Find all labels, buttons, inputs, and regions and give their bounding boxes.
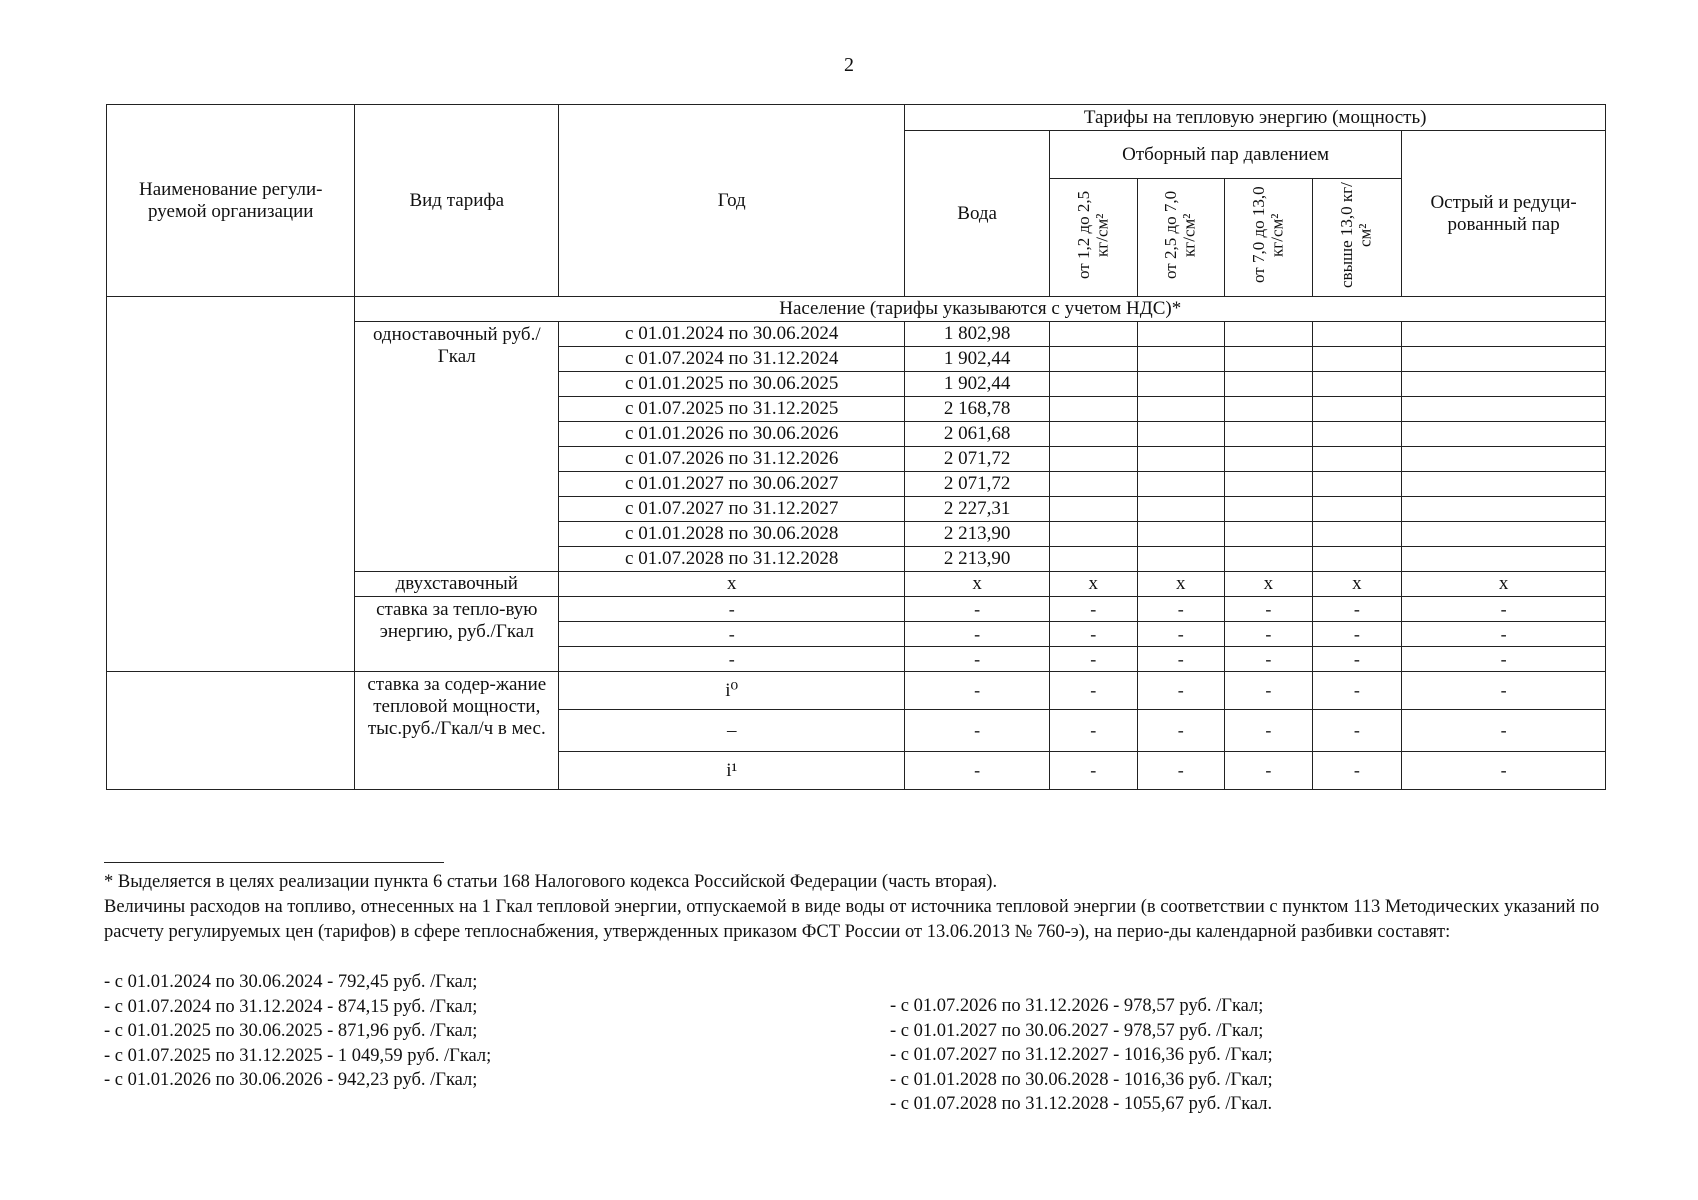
header-steam: Отборный пар давлением xyxy=(1049,131,1401,179)
dash-cell: - xyxy=(1402,710,1606,752)
list-item: - с 01.07.2024 по 31.12.2024 - 874,15 руб. /Гкал; xyxy=(104,996,478,1017)
header-kind: Вид тарифа xyxy=(355,105,559,297)
year-mark: i⁰ xyxy=(559,672,905,710)
dash-cell: - xyxy=(1049,622,1137,647)
year-mark: i¹ xyxy=(559,752,905,790)
two-part-kind: двухставочный xyxy=(355,572,559,597)
dash-cell: - xyxy=(1137,622,1225,647)
water-value: 2 071,72 xyxy=(905,472,1050,497)
dash-cell: - xyxy=(1049,597,1137,622)
list-item: - с 01.07.2026 по 31.12.2026 - 978,57 руб. /Гкал; xyxy=(890,996,1264,1016)
dash-cell: - xyxy=(1225,622,1313,647)
dash-cell: - xyxy=(1402,647,1606,672)
period-cell: с 01.07.2027 по 31.12.2027 xyxy=(559,497,905,522)
period-cell: с 01.01.2026 по 30.06.2026 xyxy=(559,422,905,447)
dash-cell: - xyxy=(1225,752,1313,790)
header-tariffs: Тарифы на тепловую энергию (мощность) xyxy=(905,105,1606,131)
org-cell-lower xyxy=(107,672,355,790)
water-value: 2 061,68 xyxy=(905,422,1050,447)
dash-cell: - xyxy=(1312,647,1402,672)
single-rate-kind: одноставочный руб./Гкал xyxy=(355,322,559,572)
header-year: Год xyxy=(559,105,905,297)
dash-cell: - xyxy=(1225,597,1313,622)
dash-cell: - xyxy=(1312,672,1402,710)
dash-cell: - xyxy=(1137,752,1225,790)
dash-cell: - xyxy=(1402,622,1606,647)
list-item: - с 01.01.2024 по 30.06.2024 - 792,45 руб. /Гкал; xyxy=(104,972,478,992)
dash-cell: - xyxy=(1137,647,1225,672)
fuel-note: Величины расходов на топливо, отнесенных на 1 Гкал тепловой энергии, отпускаемой в виде воды от источника тепловой энергии (в соответствии с пунктом 113 Методических указаний по расчету регулируемых цен (тарифов) в сфере теплоснабжения, утвержденных приказом ФСТ России от 13.06.2013 № 760-э), на перио-ды календарной разбивки составят: xyxy=(104,897,1600,942)
header-pressure-3: от 7,0 до 13,0 кг/см² xyxy=(1248,186,1287,283)
dash-cell: - xyxy=(1137,597,1225,622)
list-item: - с 01.07.2027 по 31.12.2027 - 1016,36 руб. /Гкал; xyxy=(890,1045,1273,1065)
x-mark: х xyxy=(1137,572,1225,597)
period-cell: с 01.01.2025 по 30.06.2025 xyxy=(559,372,905,397)
list-item: - с 01.01.2026 по 30.06.2026 - 942,23 руб. /Гкал; xyxy=(104,1070,478,1090)
fuel-cost-list-right xyxy=(890,994,1610,1117)
period-cell: с 01.07.2025 по 31.12.2025 xyxy=(559,397,905,422)
dash-cell: - xyxy=(1312,622,1402,647)
dash-cell: - xyxy=(1137,672,1225,710)
header-acute: Острый и редуци-рованный пар xyxy=(1402,131,1606,297)
dash-cell: - xyxy=(559,647,905,672)
x-mark: х xyxy=(905,572,1050,597)
dash-cell: - xyxy=(1049,647,1137,672)
water-value: 1 902,44 xyxy=(905,372,1050,397)
period-cell: с 01.07.2024 по 31.12.2024 xyxy=(559,347,905,372)
page-number: 2 xyxy=(844,54,854,76)
period-cell: с 01.01.2024 по 30.06.2024 xyxy=(559,322,905,347)
x-mark: х xyxy=(1049,572,1137,597)
water-value: 2 071,72 xyxy=(905,447,1050,472)
fuel-cost-list-left xyxy=(104,970,884,1093)
dash-cell: - xyxy=(1402,752,1606,790)
list-item: - с 01.01.2027 по 30.06.2027 - 978,57 руб. /Гкал; xyxy=(890,1020,1264,1041)
group-title: Население (тарифы указываются с учетом НДС)* xyxy=(355,297,1606,322)
water-value: 1 902,44 xyxy=(905,347,1050,372)
dash-cell: - xyxy=(1312,710,1402,752)
dash-cell: - xyxy=(1137,710,1225,752)
dash-cell: - xyxy=(905,710,1050,752)
water-value: 2 213,90 xyxy=(905,522,1050,547)
dash-cell: - xyxy=(1049,672,1137,710)
dash-cell: - xyxy=(905,647,1050,672)
dash-cell: - xyxy=(1225,647,1313,672)
x-mark: х xyxy=(1402,572,1606,597)
dash-cell: - xyxy=(905,597,1050,622)
dash-cell: - xyxy=(1312,752,1402,790)
dash-cell: - xyxy=(1225,672,1313,710)
tariff-table xyxy=(106,104,1606,790)
x-mark: х xyxy=(1312,572,1402,597)
dash-cell: - xyxy=(905,752,1050,790)
capacity-rate-kind: ставка за содер-жание тепловой мощности, тыс.руб./Гкал/ч в мес. xyxy=(355,672,559,790)
header-pressure-1: от 1,2 до 2,5 кг/см² xyxy=(1073,190,1112,279)
dash-cell: - xyxy=(905,622,1050,647)
footnote-separator xyxy=(104,862,444,863)
list-item: - с 01.01.2025 по 30.06.2025 - 871,96 руб. /Гкал; xyxy=(104,1021,478,1041)
list-item: - с 01.01.2028 по 30.06.2028 - 1016,36 руб. /Гкал; xyxy=(890,1069,1273,1090)
dash-cell: - xyxy=(1225,710,1313,752)
org-cell xyxy=(107,297,355,672)
period-cell: с 01.01.2028 по 30.06.2028 xyxy=(559,522,905,547)
header-pressure-2: от 2,5 до 7,0 кг/см² xyxy=(1161,190,1199,279)
header-water: Вода xyxy=(905,131,1050,297)
dash-cell: - xyxy=(1049,710,1137,752)
footnote-text: * Выделяется в целях реализации пункта 6 статьи 168 Налогового кодекса Российской Федерации (часть вторая). xyxy=(104,872,998,892)
dash-cell: - xyxy=(905,672,1050,710)
dash-cell: - xyxy=(1049,752,1137,790)
period-cell: с 01.07.2026 по 31.12.2026 xyxy=(559,447,905,472)
period-cell: с 01.07.2028 по 31.12.2028 xyxy=(559,547,905,572)
x-mark: х xyxy=(559,572,905,597)
water-value: 1 802,98 xyxy=(905,322,1050,347)
dash-cell: - xyxy=(1312,597,1402,622)
period-cell: с 01.01.2027 по 30.06.2027 xyxy=(559,472,905,497)
water-value: 2 213,90 xyxy=(905,547,1050,572)
dash-cell: - xyxy=(1402,597,1606,622)
year-mark: – xyxy=(559,710,905,752)
energy-rate-kind: ставка за тепло-вую энергию, руб./Гкал xyxy=(355,597,559,672)
water-value: 2 168,78 xyxy=(905,397,1050,422)
header-pressure-4: свыше 13,0 кг/см² xyxy=(1337,181,1375,288)
dash-cell: - xyxy=(1402,672,1606,710)
header-org: Наименование регули-руемой организации xyxy=(107,105,355,297)
water-value: 2 227,31 xyxy=(905,497,1050,522)
list-item: - с 01.07.2025 по 31.12.2025 - 1 049,59 руб. /Гкал; xyxy=(104,1045,492,1066)
x-mark: х xyxy=(1225,572,1313,597)
list-item: - с 01.07.2028 по 31.12.2028 - 1055,67 руб. /Гкал. xyxy=(890,1094,1273,1114)
dash-cell: - xyxy=(559,597,905,622)
notes-block xyxy=(104,870,1604,945)
dash-cell: - xyxy=(559,622,905,647)
